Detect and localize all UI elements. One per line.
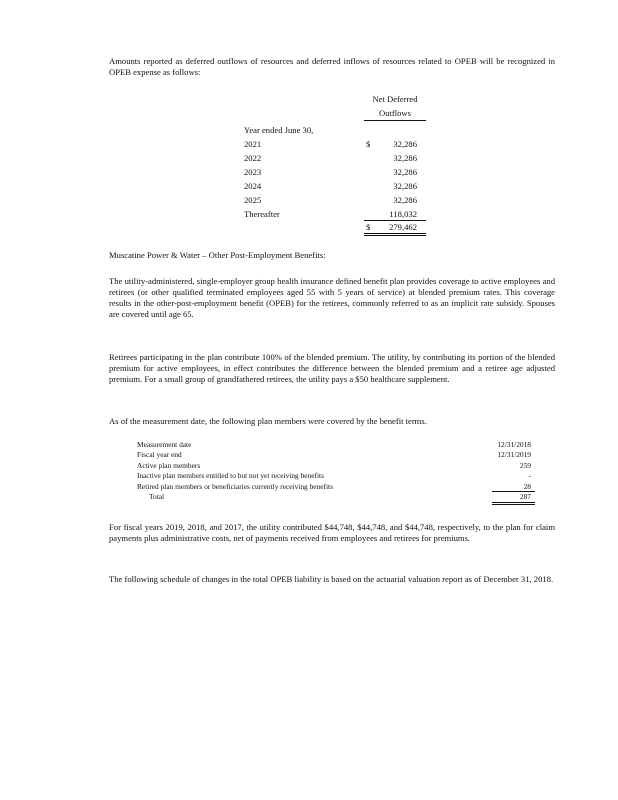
schedule-total-row: $ 279,462 bbox=[366, 222, 417, 232]
plan-members-table bbox=[137, 440, 535, 502]
plan-description-paragraph: The utility-administered, single-employer group health insurance defined benefit plan provides coverage to active employees and retirees (or other qualified terminated employees aged 55 with 5 years of service) at blended premium rates. This coverage results in the other-post-employment benefit (OPEB) for the retirees, commonly referred to as an implicit rate subsidy. Spouses are covered until age 65. bbox=[109, 276, 555, 319]
schedule-subtotal-rule bbox=[364, 220, 426, 221]
members-row: Measurement date 12/31/2018 bbox=[137, 440, 531, 449]
members-row: Active plan members 259 bbox=[137, 460, 531, 470]
intro-paragraph: Amounts reported as deferred outflows of resources and deferred inflows of resources related to OPEB will be recognized in OPEB expense as follows: bbox=[109, 56, 555, 77]
members-row: Fiscal year end 12/31/2019 bbox=[137, 450, 531, 460]
members-total-row: Total 287 bbox=[149, 491, 531, 501]
schedule-row: Thereafter 118,032 bbox=[244, 209, 417, 219]
schedule-header-rule bbox=[364, 120, 426, 121]
schedule-row: 2023 32,286 bbox=[244, 167, 417, 177]
year-ended-label: Year ended June 30, bbox=[244, 125, 314, 135]
schedule-intro-paragraph: The following schedule of changes in the total OPEB liability is based on the actuarial valuation report as of December 31, 2018. bbox=[109, 574, 554, 584]
schedule-total-double-rule bbox=[364, 233, 426, 236]
members-total-double-rule bbox=[492, 502, 535, 505]
members-row: Inactive plan members entitled to but not yet receiving benefits - bbox=[137, 471, 531, 481]
measurement-paragraph: As of the measurement date, the following plan members were covered by the benefit terms. bbox=[109, 416, 427, 426]
schedule-header-line2: Outflows bbox=[379, 108, 411, 118]
schedule-row: 2022 32,286 bbox=[244, 153, 417, 163]
contribution-paragraph: Retirees participating in the plan contribute 100% of the blended premium. The utility, by contributing its portion of the blended premium for active employees, in effect contributes the difference between the blended premium and a retiree age adjusted premium. For a small group of grandfathered retirees, the utility pays a $50 healthcare supplement. bbox=[109, 352, 555, 384]
section-heading: Muscatine Power & Water – Other Post-Employment Benefits: bbox=[109, 250, 326, 260]
contributions-paragraph: For fiscal years 2019, 2018, and 2017, the utility contributed $44,748, $44,748, and $44,748, respectively, to the plan for claim payments plus administrative costs, net of payments received from employees and retirees for premiums. bbox=[109, 522, 555, 543]
members-row: Retired plan members or beneficiaries currently receiving benefits 28 bbox=[137, 481, 531, 491]
schedule-row: 2021 $ 32,286 bbox=[244, 139, 417, 149]
schedule-row: 2024 32,286 bbox=[244, 181, 417, 191]
schedule-header-line1: Net Deferred bbox=[372, 94, 418, 104]
schedule-row: 2025 32,286 bbox=[244, 195, 417, 205]
